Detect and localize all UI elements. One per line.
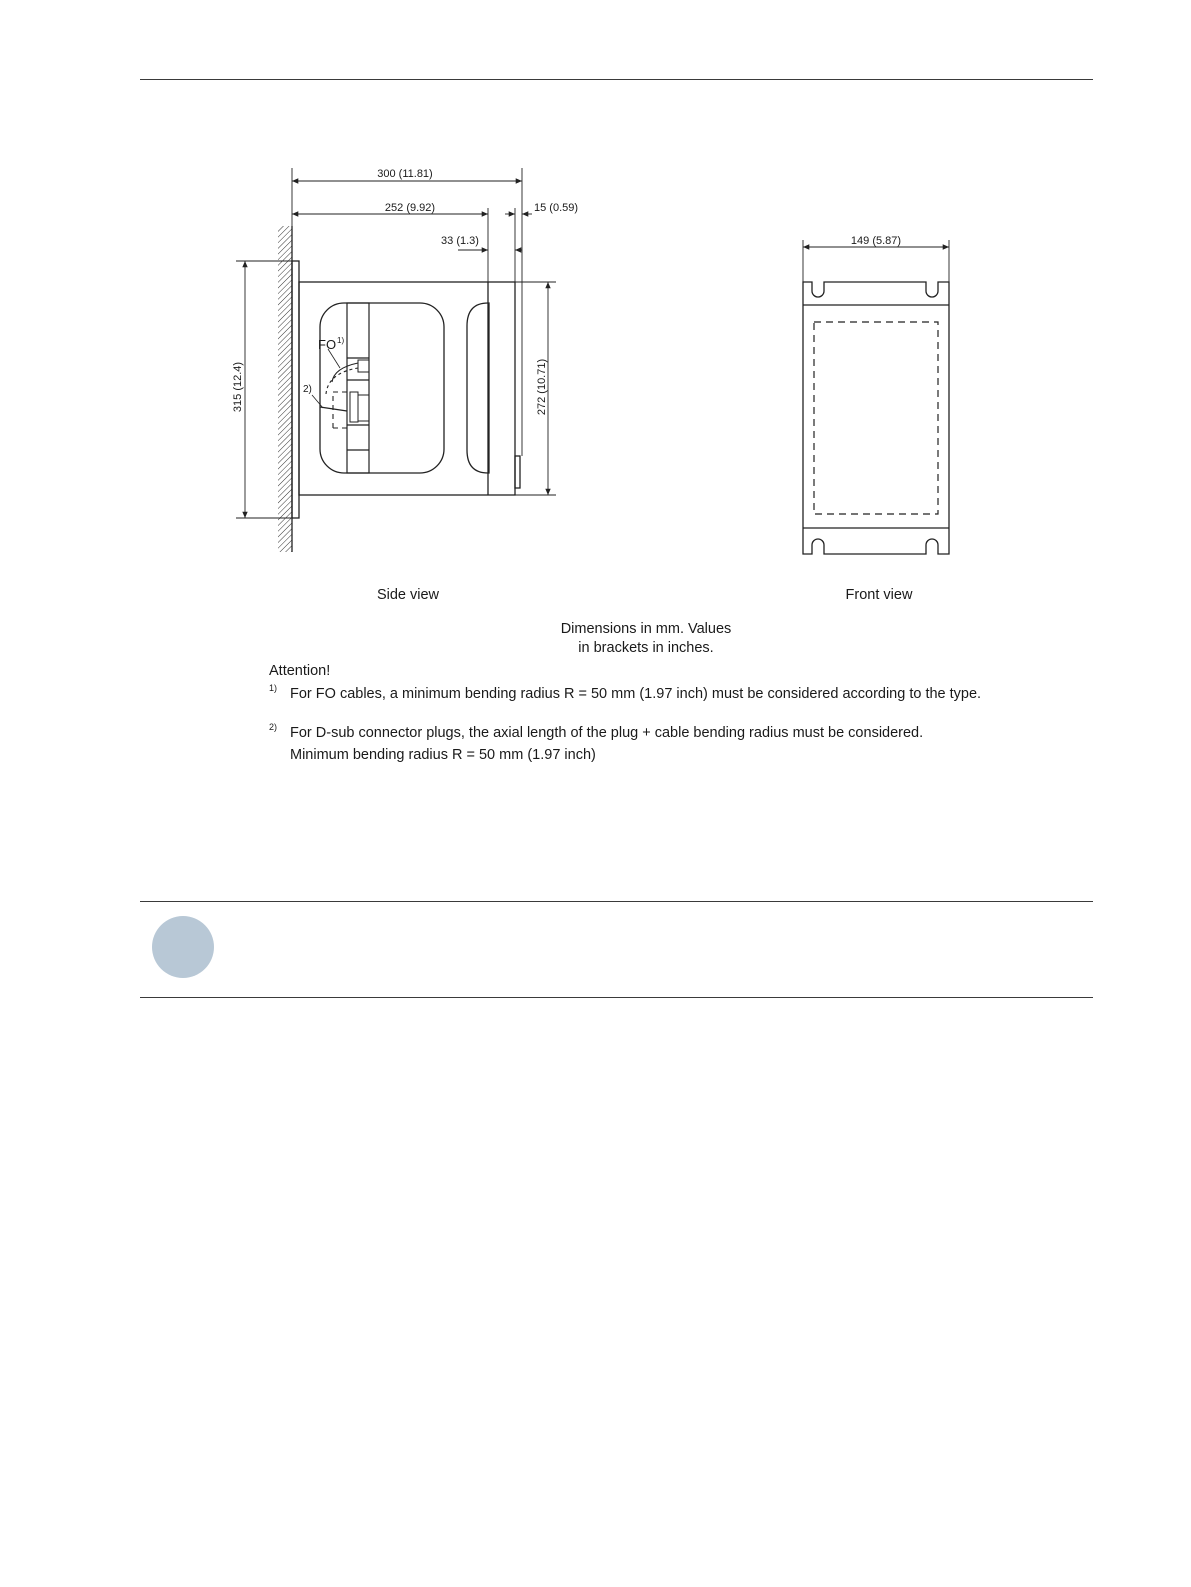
connector-block: [347, 303, 369, 473]
note-2-marker: 2): [269, 722, 278, 732]
front-view: [803, 282, 949, 554]
note-box-top-rule: [140, 901, 1093, 902]
note-2-line2: Minimum bending radius R = 50 mm (1.97 inch): [290, 747, 596, 763]
display-dashed-area: [814, 322, 938, 514]
dim-front-width: 149 (5.87): [850, 235, 902, 247]
front-knob: [515, 456, 520, 488]
note-1-marker: 1): [269, 683, 278, 693]
side-view-label: Side view: [376, 587, 440, 603]
note-icon-circle: [152, 916, 214, 978]
front-view-label: Front view: [845, 587, 913, 603]
attention-heading: Attention!: [269, 663, 331, 679]
dim-front-panel: 15 (0.59): [534, 202, 579, 214]
front-outline: [803, 282, 949, 554]
note-1: [269, 685, 1069, 703]
inner-cutout-right: [467, 303, 489, 473]
fo-cable: [332, 363, 358, 382]
note-1-text: For FO cables, a minimum bending radius R = 50 mm (1.97 inch) must be considered according to the type.: [290, 686, 982, 702]
dim-total-height: 315 (12.4): [232, 361, 244, 413]
figure-caption-line2: in brackets in inches.: [578, 640, 714, 656]
dim-overall-depth: 300 (11.81): [377, 168, 433, 180]
note-2-line1: For D-sub connector plugs, the axial length of the plug + cable bending radius must be considered.: [290, 725, 924, 741]
note-2: [269, 724, 1069, 764]
wall-hatching: [278, 226, 292, 552]
fo-ref-marker: 1): [337, 336, 345, 345]
device-body: [299, 282, 515, 495]
side-view: [278, 226, 520, 552]
dim-rear-offset: 33 (1.3): [441, 235, 479, 247]
note-box-bottom-rule: [140, 997, 1093, 998]
dim-body-depth: 252 (9.92): [384, 202, 436, 214]
figure-caption-line1: Dimensions in mm. Values: [560, 621, 732, 637]
mounting-flange: [292, 261, 299, 518]
dsub-ref-marker: 2): [303, 384, 312, 395]
fo-label: FO: [318, 337, 337, 352]
dim-body-height: 272 (10.71): [536, 358, 548, 416]
inner-cutout-left: [320, 303, 444, 473]
attention-notes: [269, 662, 1069, 764]
